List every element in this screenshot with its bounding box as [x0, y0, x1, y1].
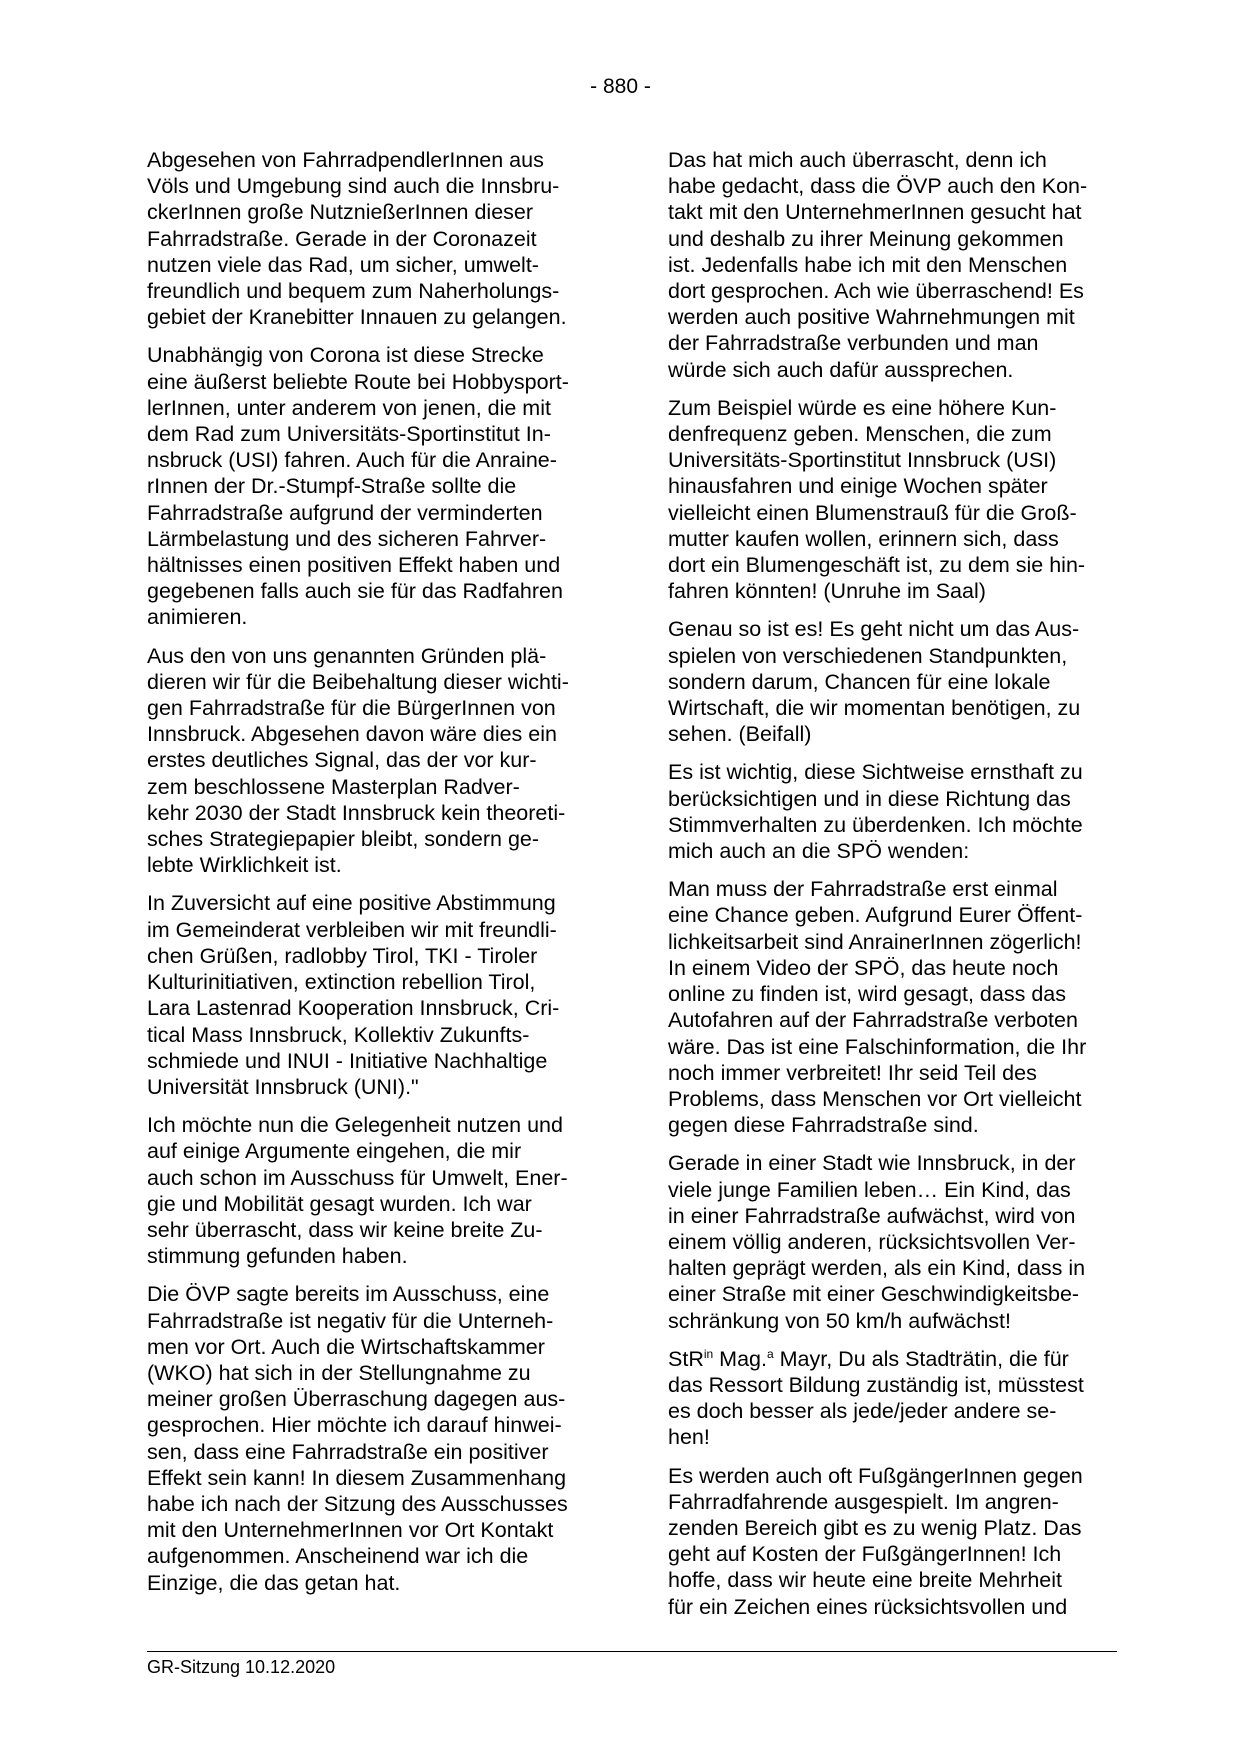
text-line: hältnisses einen positiven Effekt haben und	[147, 553, 561, 578]
paragraph	[668, 1150, 1113, 1333]
text-line: Einzige, die das getan hat.	[147, 1570, 401, 1595]
text-line: einem völlig anderen, rücksichtsvollen Ver-	[668, 1229, 1076, 1254]
text-line: schmiede und INUI - Initiative Nachhaltige	[147, 1048, 548, 1073]
text-line: zenden Bereich gibt es zu wenig Platz. Das	[668, 1515, 1082, 1540]
text-line: Die ÖVP sagte bereits im Ausschuss, eine	[147, 1282, 550, 1307]
text-line: ist. Jedenfalls habe ich mit den Menschen	[668, 252, 1068, 277]
text-line: tical Mass Innsbruck, Kollektiv Zukunfts-	[147, 1022, 530, 1047]
text-line: lichkeitsarbeit sind AnrainerInnen zögerlich!	[668, 929, 1082, 954]
text-line: hinausfahren und einige Wochen später	[668, 474, 1048, 499]
paragraph	[668, 1463, 1113, 1620]
text-line: Ich möchte nun die Gelegenheit nutzen und	[147, 1113, 563, 1138]
text-line: nsbruck (USI) fahren. Auch für die Anraine-	[147, 448, 557, 473]
text-line: Gerade in einer Stadt wie Innsbruck, in der	[668, 1151, 1076, 1176]
paragraph	[668, 759, 1113, 864]
text-line: (WKO) hat sich in der Stellungnahme zu	[147, 1360, 531, 1385]
text-line: mutter kaufen wollen, erinnern sich, dass	[668, 526, 1059, 551]
text-line: hoffe, dass wir heute eine breite Mehrheit	[668, 1568, 1063, 1593]
text-line: sondern darum, Chancen für eine lokale	[668, 669, 1051, 694]
text-line: Universität Innsbruck (UNI)."	[147, 1074, 419, 1099]
text-line: men vor Ort. Auch die Wirtschaftskammer	[147, 1334, 545, 1359]
text-line: noch immer verbreitet! Ihr seid Teil des	[668, 1060, 1037, 1085]
text-line: in einer Fahrradstraße aufwächst, wird von	[668, 1203, 1076, 1228]
text-line: schränkung von 50 km/h aufwächst!	[668, 1308, 1011, 1333]
text-line: halten geprägt werden, als ein Kind, dass in	[668, 1256, 1086, 1281]
text-line: aufgenommen. Anscheinend war ich die	[147, 1544, 529, 1569]
text-line: gesprochen. Hier möchte ich darauf hinwei-	[147, 1413, 562, 1438]
text-line: und deshalb zu ihrer Meinung gekommen	[668, 226, 1064, 251]
text-line: werden auch positive Wahrnehmungen mit	[668, 305, 1075, 330]
text-line: Fahrradstraße ist negativ für die Unterneh-	[147, 1308, 554, 1333]
text-line: Lärmbelastung und des sicheren Fahrver-	[147, 526, 547, 551]
text-line: das Ressort Bildung zuständig ist, müsstest	[668, 1372, 1084, 1397]
text-line: hen!	[668, 1425, 710, 1450]
text-line: zem beschlossene Masterplan Radver-	[147, 774, 520, 799]
text-line: dem Rad zum Universitäts-Sportinstitut In-	[147, 422, 551, 447]
text-line: erstes deutliches Signal, das der vor kur-	[147, 748, 537, 773]
text-line: habe ich nach der Sitzung des Ausschusses	[147, 1491, 568, 1516]
text-line: eine Chance geben. Aufgrund Eurer Öffent-	[668, 903, 1083, 928]
text-line: auch schon im Ausschuss für Umwelt, Ener-	[147, 1165, 568, 1190]
text-line: Wirtschaft, die wir momentan benötigen, zu	[668, 696, 1081, 721]
left-column	[147, 147, 597, 1608]
text-line: auf einige Argumente eingehen, die mir	[147, 1139, 522, 1164]
text-line: freundlich und bequem zum Naherholungs-	[147, 279, 560, 304]
paragraph	[147, 1281, 597, 1595]
text-line: fahren könnten! (Unruhe im Saal)	[668, 579, 986, 604]
text-line: im Gemeinderat verbleiben wir mit freundli-	[147, 917, 557, 942]
text-line: mich auch an die SPÖ wenden:	[668, 839, 970, 864]
text-line: meiner großen Überraschung dagegen aus-	[147, 1387, 566, 1412]
text-line: für ein Zeichen eines rücksichtsvollen und	[668, 1594, 1068, 1619]
text-line: Man muss der Fahrradstraße erst einmal	[668, 877, 1058, 902]
text-line: In einem Video der SPÖ, das heute noch	[668, 955, 1059, 980]
paragraph	[668, 147, 1113, 383]
text-line: eine äußerst beliebte Route bei Hobbysport-	[147, 369, 569, 394]
text-line: lebte Wirklichkeit ist.	[147, 853, 342, 878]
paragraph	[668, 1346, 1113, 1451]
text-line: Völs und Umgebung sind auch die Innsbru-	[147, 174, 560, 199]
text-line: mit den UnternehmerInnen vor Ort Kontakt	[147, 1518, 554, 1543]
text-line: denfrequenz geben. Menschen, die zum	[668, 422, 1052, 447]
text-line: Lara Lastenrad Kooperation Innsbruck, Cri-	[147, 996, 560, 1021]
text-line: sen, dass eine Fahrradstraße ein positiver	[147, 1439, 549, 1464]
text-line: geht auf Kosten der FußgängerInnen! Ich	[668, 1542, 1062, 1567]
text-line: Effekt sein kann! In diesem Zusammenhang	[147, 1465, 567, 1490]
text-line: sehen. (Beifall)	[668, 722, 812, 747]
paragraph	[147, 643, 597, 879]
text-line: rInnen der Dr.-Stumpf-Straße sollte die	[147, 474, 517, 499]
footer-session-date: GR-Sitzung 10.12.2020	[147, 1657, 336, 1677]
paragraph	[147, 342, 597, 630]
text-line: dort ein Blumengeschäft ist, zu dem sie hin-	[668, 553, 1086, 578]
text-line: stimmung gefunden haben.	[147, 1244, 408, 1269]
text-line: der Fahrradstraße verbunden und man	[668, 331, 1039, 356]
text-line: Kulturinitiativen, extinction rebellion Tirol,	[147, 970, 536, 995]
text-line: viele junge Familien leben… Ein Kind, das	[668, 1177, 1071, 1202]
right-column	[668, 147, 1113, 1632]
footer-divider	[147, 1651, 1117, 1652]
paragraph	[668, 616, 1113, 747]
text-line: Das hat mich auch überrascht, denn ich	[668, 148, 1047, 172]
text-line: online zu finden ist, wird gesagt, dass das	[668, 982, 1066, 1007]
text-line: Universitäts-Sportinstitut Innsbruck (USI)	[668, 448, 1057, 473]
text-line: dort gesprochen. Ach wie überraschend! Es	[668, 279, 1084, 304]
text-line: Stimmverhalten zu überdenken. Ich möchte	[668, 812, 1083, 837]
text-line: gegen diese Fahrradstraße sind.	[668, 1113, 979, 1138]
text-line: einer Straße mit einer Geschwindigkeitsbe-	[668, 1282, 1080, 1307]
text-line: Innsbruck. Abgesehen davon wäre dies ein	[147, 722, 557, 747]
text-line: Fahrradstraße. Gerade in der Coronazeit	[147, 226, 537, 251]
text-line: berücksichtigen und in diese Richtung das	[668, 786, 1071, 811]
text-line: Autofahren auf der Fahrradstraße verboten	[668, 1008, 1078, 1033]
text-line: ckerInnen große NutznießerInnen dieser	[147, 200, 534, 225]
text-line: gie und Mobilität gesagt wurden. Ich war	[147, 1191, 532, 1216]
text-line: gegebenen falls auch sie für das Radfahren	[147, 579, 563, 604]
paragraph	[668, 876, 1113, 1138]
text-line: gen Fahrradstraße für die BürgerInnen von	[147, 696, 556, 721]
text-line: nutzen viele das Rad, um sicher, umwelt-	[147, 252, 539, 277]
text-line: Es werden auch oft FußgängerInnen gegen	[668, 1463, 1083, 1488]
text-line: Fahrradstraße aufgrund der verminderten	[147, 500, 543, 525]
paragraph	[668, 395, 1113, 605]
text-line: Zum Beispiel würde es eine höhere Kun-	[668, 395, 1057, 420]
text-line: kehr 2030 der Stadt Innsbruck kein theoreti-	[147, 800, 566, 825]
text-line: spielen von verschiedenen Standpunkten,	[668, 643, 1068, 668]
text-line: wäre. Das ist eine Falschinformation, die Ihr	[668, 1034, 1087, 1059]
text-line: Unabhängig von Corona ist diese Strecke	[147, 343, 544, 368]
text-line: StR$^{in}$ Mag.$^a$ Mayr, Du als Stadträtin, die für	[668, 1346, 1069, 1371]
text-line: Fahrradfahrende ausgespielt. Im angren-	[668, 1489, 1059, 1514]
text-line: sches Strategiepapier bleibt, sondern ge-	[147, 827, 540, 852]
text-line: Genau so ist es! Es geht nicht um das Aus-	[668, 617, 1080, 642]
text-line: Problems, dass Menschen vor Ort vielleicht	[668, 1086, 1082, 1111]
text-line: vielleicht einen Blumenstrauß für die Groß-	[668, 500, 1077, 525]
paragraph	[147, 1112, 597, 1269]
text-line: Es ist wichtig, diese Sichtweise ernsthaft zu	[668, 760, 1083, 785]
text-line: In Zuversicht auf eine positive Abstimmung	[147, 891, 556, 916]
paragraph	[147, 147, 597, 330]
text-line: würde sich auch dafür aussprechen.	[668, 357, 1014, 382]
text-line: animieren.	[147, 605, 248, 630]
text-line: es doch besser als jede/jeder andere se-	[668, 1399, 1057, 1424]
text-line: dieren wir für die Beibehaltung dieser wichti-	[147, 669, 569, 694]
page-number: - 880 -	[590, 75, 651, 98]
text-line: lerInnen, unter anderem von jenen, die mit	[147, 395, 551, 420]
text-line: takt mit den UnternehmerInnen gesucht hat	[668, 200, 1082, 225]
text-line: Aus den von uns genannten Gründen plä-	[147, 643, 547, 668]
text-line: Abgesehen von FahrradpendlerInnen aus	[147, 148, 544, 172]
paragraph	[147, 890, 597, 1100]
text-line: chen Grüßen, radlobby Tirol, TKI - Tiroler	[147, 943, 538, 968]
text-line: habe gedacht, dass die ÖVP auch den Kon-	[668, 174, 1088, 199]
text-line: gebiet der Kranebitter Innauen zu gelangen.	[147, 305, 567, 330]
text-line: sehr überrascht, dass wir keine breite Zu-	[147, 1217, 543, 1242]
